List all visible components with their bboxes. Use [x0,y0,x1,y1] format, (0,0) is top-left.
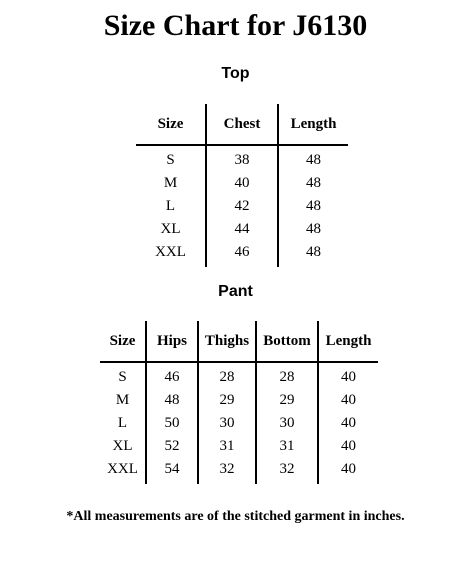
table-cell: 32 [198,458,256,484]
table-cell: 48 [278,218,348,241]
table-cell: 52 [146,435,198,458]
table-cell: 29 [256,389,318,412]
table-cell: 40 [318,435,378,458]
footnote: *All measurements are of the stitched garment in inches. [66,509,405,524]
table-cell: 48 [278,172,348,195]
pant-header-cell: Hips [146,321,198,362]
table-cell: 38 [206,145,278,172]
table-row [100,389,378,412]
table-row [100,412,378,435]
table-row [100,435,378,458]
top-header-cell: Size [136,104,206,145]
table-cell: 31 [256,435,318,458]
table-cell: XXL [155,244,186,260]
table-cell: 50 [146,412,198,435]
page-title: Size Chart for J6130 [103,9,368,42]
pant-header-row [100,321,378,362]
table-cell: S [118,369,127,385]
top-header-row [136,104,348,145]
table-row [136,241,348,267]
pant-size-table [100,321,378,484]
table-cell: 30 [256,412,318,435]
pant-header-cell: Bottom [256,321,318,362]
table-cell: L [165,198,176,214]
pant-header-cell: Size [100,321,146,362]
top-section-title: Top [221,65,250,82]
table-row [136,145,348,172]
pant-header-cell: Thighs [198,321,256,362]
table-cell: 30 [198,412,256,435]
table-cell: 40 [318,458,378,484]
table-cell: 48 [278,195,348,218]
table-cell: S [166,152,175,168]
table-cell: 46 [146,362,198,389]
table-cell: 40 [318,362,378,389]
table-cell: 29 [198,389,256,412]
table-cell: M [115,392,130,408]
table-cell: 42 [206,195,278,218]
table-row [100,362,378,389]
table-cell: 54 [146,458,198,484]
table-cell: M [163,175,178,191]
table-row [100,458,378,484]
table-cell: 40 [318,389,378,412]
top-header-cell: Length [278,104,348,145]
table-row [136,195,348,218]
table-cell: 31 [198,435,256,458]
table-cell: 48 [278,241,348,267]
pant-header-cell: Length [318,321,378,362]
table-cell: XL [160,221,181,237]
table-cell: 28 [198,362,256,389]
table-cell: 48 [278,145,348,172]
table-cell: 32 [256,458,318,484]
table-cell: XL [112,438,133,454]
top-header-cell: Chest [206,104,278,145]
pant-section-title: Pant [218,283,253,300]
table-cell: L [117,415,128,431]
table-row [136,172,348,195]
table-cell: 40 [206,172,278,195]
table-cell: 46 [206,241,278,267]
table-cell: 44 [206,218,278,241]
table-cell: XXL [107,461,138,477]
table-cell: 40 [318,412,378,435]
table-cell: 28 [256,362,318,389]
table-cell: 48 [146,389,198,412]
top-size-table [136,104,348,267]
table-row [136,218,348,241]
